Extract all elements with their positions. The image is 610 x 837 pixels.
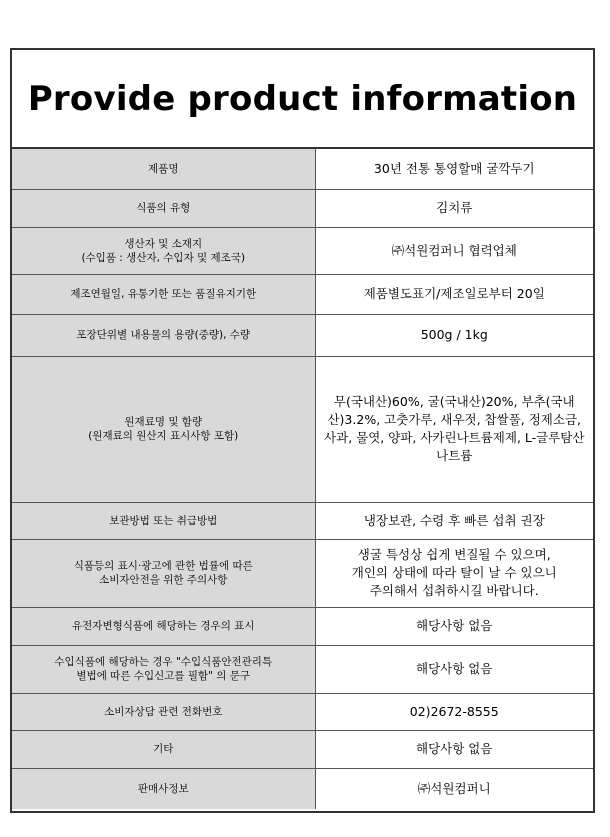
row-label: 판매사정보 <box>12 768 315 809</box>
row-value: ㈜석원컴퍼니 협력업체 <box>315 227 593 274</box>
row-label: 기타 <box>12 730 315 768</box>
table-row <box>12 768 593 809</box>
row-label: 원재료명 및 함량 (원재료의 원산지 표시사항 포함) <box>12 356 315 502</box>
row-value: 해당사항 없음 <box>315 730 593 768</box>
table-row <box>12 314 593 356</box>
row-label: 제품명 <box>12 149 315 189</box>
row-label: 식품등의 표시·광고에 관한 법률에 따른 소비자안전을 위한 주의사항 <box>12 539 315 607</box>
row-value: 냉장보관, 수령 후 빠른 섭취 권장 <box>315 502 593 539</box>
row-label: 보관방법 또는 취급방법 <box>12 502 315 539</box>
table-row <box>12 502 593 539</box>
row-value: 02)2672-8555 <box>315 693 593 730</box>
row-label: 소비자상담 관련 전화번호 <box>12 693 315 730</box>
row-value: 해당사항 없음 <box>315 607 593 645</box>
product-info-table <box>12 149 593 809</box>
table-row <box>12 693 593 730</box>
row-label: 식품의 유형 <box>12 189 315 227</box>
table-row <box>12 356 593 502</box>
table-row <box>12 645 593 693</box>
row-value: 해당사항 없음 <box>315 645 593 693</box>
row-value: 30년 전통 통영할매 굴깍두기 <box>315 149 593 189</box>
table-row <box>12 730 593 768</box>
table-row <box>12 227 593 274</box>
row-label: 수입식품에 해당하는 경우 "수입식품안전관리특 별법에 따른 수입신고를 필함" 의 문구 <box>12 645 315 693</box>
row-value: 김치류 <box>315 189 593 227</box>
table-row <box>12 149 593 189</box>
row-value: 제품별도표기/제조일로부터 20일 <box>315 274 593 314</box>
row-value: 생굴 특성상 쉽게 변질될 수 있으며, 개인의 상태에 따라 탈이 날 수 있으니 주의해서 섭취하시길 바랍니다. <box>315 539 593 607</box>
table-row <box>12 539 593 607</box>
row-label: 제조연월일, 유통기한 또는 품질유지기한 <box>12 274 315 314</box>
row-value: 500g / 1kg <box>315 314 593 356</box>
row-value: ㈜석원컴퍼니 <box>315 768 593 809</box>
page-title: Provide product information <box>12 50 593 149</box>
row-label: 유전자변형식품에 해당하는 경우의 표시 <box>12 607 315 645</box>
product-info-sheet <box>10 48 595 813</box>
row-label: 포장단위별 내용물의 용량(중량), 수량 <box>12 314 315 356</box>
table-row <box>12 189 593 227</box>
table-row <box>12 607 593 645</box>
row-value: 무(국내산)60%, 굴(국내산)20%, 부추(국내산)3.2%, 고춧가루, 새우젓, 찹쌀풀, 정제소금, 사과, 물엿, 양파, 사카린나트륨제제, L-글루탐산나트륨 <box>315 356 593 502</box>
row-label: 생산자 및 소재지 (수입품 : 생산자, 수입자 및 제조국) <box>12 227 315 274</box>
table-row <box>12 274 593 314</box>
